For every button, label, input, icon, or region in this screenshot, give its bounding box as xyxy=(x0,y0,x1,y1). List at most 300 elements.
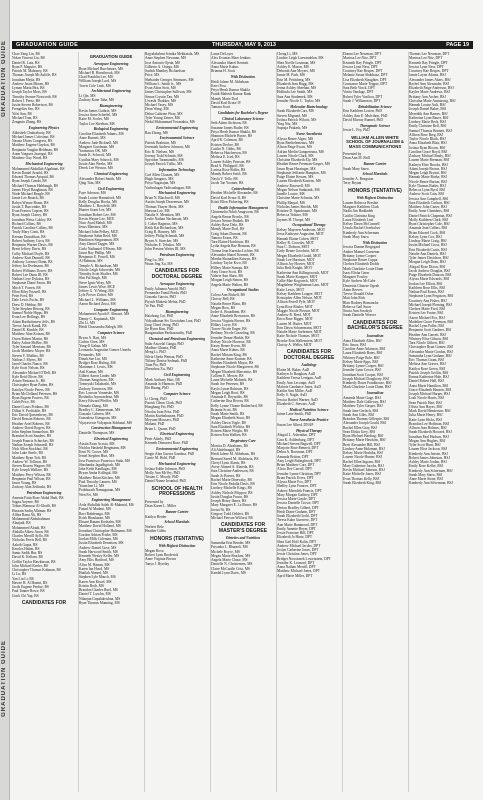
graduate-name: James Floyd Baughman, BS xyxy=(12,187,53,192)
graduate-name: Samir Sadik Hur, BS xyxy=(12,551,43,555)
page-spine xyxy=(0,0,10,800)
graduate-name: Christy A. Weller, MOT xyxy=(277,342,312,347)
graduate-name: Stephanie Jeffranie Hampton, MS xyxy=(277,170,326,175)
graduate-name: Sagau Aoyene, BS xyxy=(12,500,39,504)
graduate-name: Timothy Jerome Nosworth, BS xyxy=(12,94,57,99)
program-subheading: Mechanical Engineering xyxy=(158,191,196,196)
graduate-name: Sarah Ann Giles, BSJ xyxy=(343,412,375,417)
graduate-name: Jason Ray Phillip, MS xyxy=(79,250,112,255)
graduate-name: Bradley C. Zimmerman, MS xyxy=(79,407,121,412)
graduate-name: Stephanie Lynn Ferguson, BSJ xyxy=(409,294,454,299)
graduate-name: Jaime Lane Smith, PhD xyxy=(277,412,312,417)
graduate-name: Matthew Guy Wood, BS xyxy=(12,156,48,160)
graduate-name: Brian McClelland Petersen, BS xyxy=(12,391,58,396)
graduate-name: Supraja Prakash, MS xyxy=(277,126,308,131)
graduate-name: Cheryl Lynn Alanis, BS xyxy=(211,460,246,465)
graduate-name: Justin Douglas Fuson, BS xyxy=(211,494,249,499)
graduate-name: Fernandez Fumil Prada, PhD xyxy=(145,291,187,296)
graduate-name: Mahani, PhD xyxy=(145,422,165,427)
graduate-name: Brooke Erin Wallenstein, MOT xyxy=(277,338,323,343)
graduate-name: Aliya M. Hamm, MS xyxy=(79,562,110,567)
graduate-name: Joetui Ni, BS xyxy=(211,507,231,512)
graduate-name: Heidi Diane Graham, DPT xyxy=(277,509,316,514)
graduate-name: Alexander Robert Smith, MS xyxy=(79,176,122,181)
graduate-name: Jason Young, BS xyxy=(12,481,37,485)
graduate-name: Debra Cathrine Wray, MS xyxy=(145,111,183,116)
graduate-name: Nedal Mohammad Yovanahia, MS xyxy=(145,120,195,124)
graduate-name: Kenneth Demarest Rose, PhD xyxy=(145,441,189,446)
graduate-name: Terry Bryant xyxy=(343,181,362,186)
graduate-name: Ye Pan, PhD xyxy=(145,303,164,308)
graduate-name: Magdalene Wrightsman Lam, MOT xyxy=(277,283,329,288)
graduate-name: Austin Evan Acosta, MS xyxy=(79,441,115,446)
graduate-name: Katherine Lynn Bauer, BSJ xyxy=(409,115,449,120)
graduate-name: Debra A. Boesman, DPT xyxy=(277,450,313,455)
graduate-name: Haley Arline McBee, BS xyxy=(12,340,48,345)
graduate-name: David Benson Roberts, BS xyxy=(12,417,51,422)
graduate-name: Sarah Elizabeth Grohl, DPT xyxy=(277,514,318,519)
graduate-name: Vijayaverur Vidyapraz Siddanal, MS xyxy=(79,420,132,425)
graduate-name: Ashley Rose Delo, BS xyxy=(211,223,244,227)
graduate-name: Kelsey Mayreen Anderson, MOT xyxy=(277,228,326,232)
graduate-name: Kimberly Ann Scherman, BSJ xyxy=(409,468,453,473)
graduate-name: Alex Evontas Mare Jenkins xyxy=(211,56,251,61)
graduate-name: Zengmin Zhang, BS xyxy=(12,120,42,124)
section-heading: CANDIDATES FOR BACHELOR'S DEGREE xyxy=(347,319,403,332)
graduate-name: Kelsey Marie Hoshiba, BSJ xyxy=(343,451,383,456)
graduate-name: Brittany Marie Hawkins, BSJ xyxy=(343,438,386,443)
graduate-name: Abhishek Chakraborty, BS xyxy=(12,130,51,135)
graduate-name: Allison Ferrell Pyle, MOT xyxy=(277,300,316,305)
graduate-name: Michael Steven Bagwell, DPT xyxy=(277,441,321,446)
graduate-name: Samantha Lynn Graham, BSJ xyxy=(409,353,452,358)
program-subheading: Petroleum Engineering xyxy=(26,491,62,495)
graduate-name: Bridget Rose Huling, MS xyxy=(79,361,116,366)
graduate-name: Kelley R. Crowder, MOT xyxy=(277,240,314,245)
graduate-name: Jonathan Mejia, BS xyxy=(12,77,41,82)
graduate-name: Eric R. Nielsen, MS xyxy=(145,149,175,154)
page-number: PAGE 19 xyxy=(446,42,469,48)
graduate-name: Colera Ann Bickell, BS xyxy=(211,293,245,297)
graduate-name: Margaret Kathleen Clark xyxy=(343,205,379,210)
graduate-name: April Marie Miller, DPT xyxy=(277,573,313,578)
program-subheading: Journalism xyxy=(366,391,384,396)
section-heading: CANDIDATES FOR DOCTORAL DEGREE xyxy=(283,349,335,361)
graduate-name: Allison Jean Holmes, BSJ xyxy=(409,426,447,430)
graduate-name: Rajyalakshmi Srinika Mekkarala, MS xyxy=(145,52,200,56)
graduate-name: Tomoyuki Takahashi, MS xyxy=(79,382,117,387)
graduate-name: Hillary Loyer, BS xyxy=(211,322,237,327)
graduate-name: Carlo Nathaniel O'Hearn, MS xyxy=(79,246,122,251)
graduate-name: Alffea Rami Ali, BS xyxy=(12,512,42,517)
graduate-name: Stephanie Sahin Reid, MS xyxy=(79,233,117,238)
column-2 xyxy=(78,52,143,792)
graduate-name: Kevin Wayne Lee, MCE xyxy=(79,216,115,221)
graduate-name: Kristen Decker, BS xyxy=(211,142,239,147)
graduate-name: Michael B. Hornibrook, MS xyxy=(79,70,120,75)
program-subheading: Petroleum Engineering xyxy=(159,252,195,257)
graduate-name: David Murray Runnel, PhD xyxy=(343,117,383,122)
graduate-name: Katie Lewis, MOT xyxy=(277,287,305,292)
graduate-name: Jessie Francine Hill, DPT xyxy=(277,531,314,536)
graduate-name: Kelly Lynne Thome Rutherford, BS xyxy=(211,403,263,408)
graduate-name: Tristan C. Moody, PhD xyxy=(145,475,179,480)
graduate-name: Jessie Christina Jones, DPT xyxy=(277,552,317,557)
graduate-name: Frengelies Seo, BS xyxy=(12,107,40,112)
graduate-name: Constance Marie Teague, DPT xyxy=(343,81,388,86)
graduate-name: Andrew Daniel Gose, MS xyxy=(79,545,117,550)
graduate-name: Andrew Scott Cain, BSJ xyxy=(409,192,445,197)
graduate-name: Michael Vasey, MS xyxy=(145,103,173,107)
graduate-name: Anna Elizabeth Allen, BSJ xyxy=(343,338,382,343)
graduate-name: Salar Azizvlal Ganga, PhD xyxy=(145,341,184,346)
graduate-name: Arda Abdullah Saleh Al-Mahmid, MS xyxy=(79,503,134,508)
graduate-name: Hongbang Fei, PhD xyxy=(145,405,174,410)
graduate-name: Derek Lee Wesson, MS xyxy=(79,166,113,171)
graduate-name: Charles Merrill Ayllo, BS xyxy=(12,534,49,538)
graduate-name: Justin Steven Robertson, BS xyxy=(12,103,53,107)
graduate-name: Jennifer A. Bengston xyxy=(343,177,374,182)
graduate-name: Craig R. Ronney, MS xyxy=(145,230,177,234)
graduate-name: Lauren M. Rutter, MOT xyxy=(277,321,312,326)
graduate-name: Mark Charlotte Louie Dunn xyxy=(343,266,384,271)
graduate-name: Wade Michael Beagle, BS xyxy=(12,192,50,196)
graduate-name: Matthew Michael Jones, DPT xyxy=(277,569,320,574)
graduate-name: Heidi Jalene M. Abbehaus, BS xyxy=(211,452,256,457)
graduate-name: Emily Annette Heyer, DPT xyxy=(277,526,316,531)
graduate-name: Lauren Marie Brennan, BSJ xyxy=(409,158,450,163)
graduate-name: Gordon Adrian Frisbe, MS xyxy=(79,532,118,537)
graduate-name: Susan Lee Allred, DNAP xyxy=(277,422,314,427)
graduate-name: Yifei Sun, BS xyxy=(12,111,32,116)
program-subheading: Clinical Laboratory Science xyxy=(222,116,264,121)
graduate-name: Robert Lynn Broderick xyxy=(145,553,179,558)
graduate-name: Alexander Michael O'Dell, BS xyxy=(12,370,57,375)
graduate-name: Aaron Michael Fox, BSJ xyxy=(409,315,445,320)
graduate-name: Krish Bhaskaran, MS xyxy=(79,515,111,520)
graduate-name: Nicholas E. Tebaloo, MS xyxy=(145,242,182,247)
graduate-name: Chad Franklin Lee, MS xyxy=(79,75,113,80)
graduate-name: Qing Tian, MS xyxy=(79,180,101,185)
graduate-name: Susanne James Butler, BS xyxy=(211,125,249,130)
graduate-name: Daniel Robert Hall, BSJ xyxy=(409,379,444,384)
program-subheading: Bioengineering xyxy=(99,104,123,109)
program-subheading: With Highest Distinction xyxy=(356,196,394,201)
graduate-name: Katie Nichole Thomas, MOT xyxy=(277,334,320,339)
graduate-name: Sarah Lee Harrison, MOT xyxy=(277,257,315,262)
graduate-name: Sudish Manthry Richardson xyxy=(145,69,186,73)
graduate-name: Colleen E. Mercer, BS xyxy=(211,373,244,378)
graduate-name: Nicole Leigh Schroeder, MS xyxy=(79,267,121,272)
graduate-name: Piyush Mukesh Mehta, PhD xyxy=(145,299,186,304)
graduate-name: Drew D. Hebbar, BS xyxy=(12,302,42,307)
graduate-name: Jennifer Nicole C. Taylor, MS xyxy=(277,98,321,103)
graduate-name: Robert James Johnston, BSJ xyxy=(409,455,450,460)
graduate-name: Amy Leigh Bulingbrook, DPT xyxy=(277,458,322,463)
graduate-name: Kristen Erin Walken, BS xyxy=(211,433,247,438)
graduate-name: Sean Elisha Grey, BSJ xyxy=(343,429,376,434)
program-subheading: Electrical Engineering xyxy=(94,436,128,441)
graduate-name: Sarah Elizabeth King, BSJ xyxy=(343,480,382,485)
graduate-name: Steven Migrand, MS xyxy=(277,113,308,118)
graduate-name: Shannon Michele Byrne, BS xyxy=(211,134,253,138)
graduate-name: Li Cheng, PhD xyxy=(145,396,167,401)
graduate-name: Patrick M. Mahoney, BS xyxy=(12,69,48,73)
graduate-name: Jose Francisco Francisco Suda, MS xyxy=(79,458,131,463)
graduate-name: Ravi Rabdenaga, MS xyxy=(79,511,110,516)
graduate-name: Amenta Fatin Rose Abdul Hadi, BS xyxy=(12,495,64,500)
graduate-name: Joseph Patrick Tullio, MS xyxy=(145,162,183,167)
graduate-name: Brianna Scott, BS xyxy=(211,407,237,412)
graduate-name: Nicholas James Shields, MS xyxy=(277,204,318,209)
program-subheading: Medical Nutrition Science xyxy=(289,407,329,412)
graduate-name: Dean Ann M. Brill xyxy=(343,156,370,161)
graduate-name: Thomas Joseph McAuliffe, BS xyxy=(12,73,57,78)
graduate-name: Samuel Noble Hipps, BS xyxy=(12,311,49,315)
graduate-name: Brian N. Blackwell, MS xyxy=(145,196,180,200)
graduate-name: Anna Nathan Merrill, DPT xyxy=(277,565,316,570)
graduate-name: Ryan Michael Harding, BSJ xyxy=(343,434,384,439)
graduate-name: Prabhurath Namugunan, MS xyxy=(79,488,121,493)
graduate-name: Hollinda Lee Smith, MS xyxy=(277,90,313,95)
graduate-name: Kimberly Ann Jensen, BSJ xyxy=(409,451,448,456)
graduate-name: Hanifaron Singaraman, MS xyxy=(79,238,119,243)
graduate-name: Adam Joseph Brown, BSJ xyxy=(409,166,447,171)
graduate-name: Travis Cole Leak, MS xyxy=(79,83,111,88)
program-subheading: Engineering Management xyxy=(91,498,131,503)
graduate-name: Hawee H. Al Hazmi, BS xyxy=(12,580,48,585)
graduate-name: Kelly S. Nagle, AuD xyxy=(277,393,307,398)
graduate-name: Ran Zhong, MS xyxy=(145,130,169,135)
graduate-name: Thomas Sangchom, MS xyxy=(79,378,114,383)
graduate-name: Amy Daniel Tagger, MS xyxy=(79,242,115,247)
graduate-name: Brandon Charles Ruel, MS xyxy=(79,588,118,593)
graduate-name: Rebecca Lynn Byrd, BSJ xyxy=(409,188,446,192)
graduate-name: Kelsey Dawn McConnell xyxy=(343,222,380,227)
graduate-name: Bryan A. Bast, MS xyxy=(79,335,107,340)
graduate-name: Rebecca Gail Snow xyxy=(343,304,372,309)
graduate-name: Joslyn Catherine Jones, DPT xyxy=(277,548,319,553)
program-subheading: Information Technology xyxy=(158,168,196,172)
graduate-name: Simon Crystin Tan, MS xyxy=(145,94,180,99)
graduate-name: Claire McCardle Crist, MS xyxy=(211,566,250,571)
graduate-name: Katherine Anne Kramer, BS xyxy=(211,356,252,361)
graduate-name: Hannah Louise Ault, BSJ xyxy=(409,103,446,107)
graduate-name: Lydia Angela Rae Hesman, BS xyxy=(211,244,256,249)
graduate-name: Kelsey Nicole Hovasse, BS xyxy=(211,339,251,344)
graduate-name: Sean Patrick Hart, BSJ xyxy=(409,400,442,405)
graduate-name: Lynn Rose Ritzler, MOT xyxy=(277,304,313,309)
graduate-name: Tyler Samuel Merriam, BS xyxy=(12,345,51,349)
graduate-name: Evan Francis Capron, BS xyxy=(12,209,49,213)
graduate-name: Andrew R. Reed, MOT xyxy=(277,313,311,317)
graduate-name: Alexander James Akers, BSJ xyxy=(409,77,451,82)
graduate-name: Aram Vazguez Jaureguí, BS xyxy=(12,151,53,156)
graduate-name: Jennifer Lynne Christian, DPT xyxy=(277,471,322,476)
graduate-name: Ryan Joseph Clancy, BS xyxy=(12,213,48,218)
graduate-name: Hillery Marie Stamps, BS xyxy=(211,265,249,270)
graduate-name: Allison Rose Berg, BSJ xyxy=(409,132,444,137)
graduate-name: Ryan Joseph Cambi, BS xyxy=(12,179,47,184)
graduate-name: Marjorie Rose Bennett, DPT xyxy=(277,446,319,451)
graduate-name: Jesus Martinez, MS xyxy=(79,225,108,230)
graduate-name: Justin T. Burcombe, BS xyxy=(12,204,47,209)
graduate-name: Lindsey Michelle Kings, BS xyxy=(211,486,252,491)
graduate-name: Sarah Mary Snow, BSJ xyxy=(409,472,443,477)
graduate-name: Amanda Marie Gage, BSJ xyxy=(343,395,381,400)
graduate-name: Amanda Jean Collins, BSJ xyxy=(409,226,448,231)
graduate-name: Kevin Michael Johnson, BSJ xyxy=(343,468,385,473)
graduate-name: Tobias Mansour Al-Ghafli, BS xyxy=(12,504,57,509)
graduate-name: Sara C. Dobson, MOT xyxy=(277,245,310,249)
graduate-name: Brandon Thomas Gillespie, BSJ xyxy=(343,417,390,422)
graduate-name: Jeffrey G. Yi Wang, MS xyxy=(79,289,114,294)
graduate-name: Marissa Lee Nitz, DPT xyxy=(409,56,443,61)
graduate-name: Christopher Thomas Kuhman, BS xyxy=(12,568,61,572)
graduate-name: Matthew David Holland, MS xyxy=(79,524,121,529)
graduate-name: Ying Niu, MS xyxy=(277,122,298,126)
graduate-name: Wuan Jing Xu, MS xyxy=(145,261,173,266)
graduate-name: Anna Elizabeth Blair, BSJ xyxy=(409,141,447,146)
graduate-name: Lauren Elise Jackson, BSJ xyxy=(409,447,448,452)
graduate-name: Adrian Merlin Gampertsma, MS xyxy=(277,149,324,154)
graduate-name: Melissa Ann Graves, BSJ xyxy=(409,362,446,367)
graduate-name: Kimberly Ann Scherman xyxy=(343,230,379,235)
graduate-name: Tara Nicole Gilbert, BSJ xyxy=(409,341,445,345)
graduate-name: Carly Renee Goodwin, MOT xyxy=(277,249,319,254)
graduate-name: Abigail Rose Dixon, BSJ xyxy=(409,264,446,269)
graduate-name: Kenneth Ray Pringle, DPT xyxy=(409,60,448,65)
graduate-name: Gonzalo Garcia, PhD xyxy=(145,295,176,300)
graduate-name: Steven V. Mullins, BS xyxy=(12,353,44,358)
graduate-name: Margaret Goodman, MS xyxy=(79,144,115,149)
graduate-name: Justin Elizabeth Dennison, MS xyxy=(79,541,124,546)
graduate-name: Leah Nicole Harris, BSJ xyxy=(409,396,445,401)
graduate-name: Martha Shonaditen Kristyn, BS xyxy=(211,257,257,261)
graduate-name: Emily Christine Bell, BSJ xyxy=(409,124,447,129)
graduate-name: Jessica Anne Scheffel, MS xyxy=(79,113,118,118)
graduate-name: Laura Elizabeth Leaf xyxy=(343,217,374,222)
graduate-name: Shawna Lee, MS xyxy=(145,208,170,213)
graduate-name: Ann Marie Hammond, DPT xyxy=(277,522,318,527)
graduate-name: Kristin Roth, MS xyxy=(79,583,104,588)
graduate-name: Matthew Alan Kotzan, BS xyxy=(12,332,50,337)
graduate-name: Marianne J. Lewis, MS xyxy=(79,365,113,370)
graduate-name: Alexander Joseph Gould, BSJ xyxy=(343,421,387,426)
graduate-name: Li Lu, BS xyxy=(12,572,27,577)
graduate-name: Robert Lee Dunn III, BS xyxy=(12,272,48,277)
graduate-name: Alyssa Renee Algeo, MS xyxy=(277,136,314,141)
graduate-name: Mark David Henderson, BSJ xyxy=(409,409,451,413)
graduate-name: Abigail L. Ashendun, DPT xyxy=(277,433,316,438)
graduate-name: Karen Ian Hood, MS xyxy=(79,566,110,571)
graduate-name: Avery Ahmed A. Almeda, BS xyxy=(211,465,254,469)
graduate-name: Rebecca Tishner, MS xyxy=(277,213,308,218)
graduate-name: Bridget Nowotarek Lowenstein, DPT xyxy=(277,556,331,561)
graduate-name: Jacob Tae Yoomer, BS xyxy=(211,180,244,185)
spine-label-bottom: GRADUATION GUIDE xyxy=(1,640,7,717)
graduate-name: John Michael Keeler, BS xyxy=(12,563,48,568)
program-subheading: Civil Engineering xyxy=(97,186,125,191)
graduate-name: Ellen Riley Frizzell, BS xyxy=(12,289,47,294)
graduate-name: Grace Elizabeth Hansen, BSJ xyxy=(409,387,452,392)
graduate-name: Ping Lu, MS xyxy=(145,257,164,262)
graduate-name: Sarah Joe Petersen, BS xyxy=(211,382,245,387)
graduate-name: Mohammed Abdullah Algahtani, BS xyxy=(12,166,65,171)
graduate-name: Mark Anthony Hurt, DE xyxy=(145,377,181,382)
graduate-name: Daniel Louis Pridaux, BS xyxy=(12,404,49,409)
graduate-name: Gonzalo Cabrera, MS xyxy=(79,412,111,417)
graduate-name: Jodee A. Broadbent, BS xyxy=(211,310,246,314)
graduate-name: Anne Marie Stone, BSJ xyxy=(409,477,443,481)
graduate-name: Whitney Elise Gibson, BSJ xyxy=(409,336,449,341)
graduate-name: Patrick Brabston, MS xyxy=(145,141,177,145)
graduate-name: Nolan Vincent Liu, BS xyxy=(12,56,45,61)
graduate-name: Ranganathan Parthasarathy, PhD xyxy=(145,331,193,336)
graduate-name: Nichlos Hashehl Bergmann, MS xyxy=(79,445,126,450)
graduate-name: Emma Katherine Hale, BSJ xyxy=(409,375,449,379)
graduate-name: Richard Collins, BS xyxy=(12,221,41,226)
graduate-name: Jessica Ann Campbell, BSJ xyxy=(409,196,449,201)
graduate-name: Al Rahman, MS xyxy=(79,259,103,264)
graduate-name: Steve Ignio Wray, MS xyxy=(79,280,111,285)
graduate-name: Kaitlyn Rose Green, BSJ xyxy=(409,366,446,371)
graduate-name: David K. Kellam, BS xyxy=(12,555,43,560)
graduate-name: Ryan P. Maguire, BS xyxy=(12,64,43,69)
graduate-name: Christine Marie Schmitz, MS xyxy=(277,196,320,201)
graduate-name: Kelsey Marie Epps, BSJ xyxy=(343,359,379,364)
graduate-name: Gregory Todd Oehlert, BS xyxy=(211,511,250,516)
graduate-name: Joseph Michael Dougherty, BSJ xyxy=(343,376,390,381)
spine-label-top: GRADUATION GUIDE xyxy=(1,40,7,117)
program-subheading: Therapeutic Science xyxy=(359,123,391,128)
graduate-name: Jose Antonio Ojeda, MS xyxy=(145,60,181,65)
program-subheading: Architectural Engineering xyxy=(91,89,131,94)
graduate-name: Sarah Marie Smith, BS xyxy=(211,412,245,416)
graduate-name: Molly Ann McVey, PhD xyxy=(145,470,180,475)
graduate-name: Jacob Andrew Douglas, BSJ xyxy=(409,268,450,273)
columns-container xyxy=(12,52,474,792)
graduate-name: Jeffrey Philip Schmidt, MS xyxy=(145,234,185,239)
graduate-name: Jonathon Weiss Cokley, BS xyxy=(12,217,52,222)
graduate-name: Thomas Thayer Hertz, MS xyxy=(145,204,184,209)
graduate-name: Paige Elizabeth Duncan, BSJ xyxy=(409,273,452,277)
graduate-name: Chinemelia Nduli Anugwom, BS xyxy=(211,210,259,215)
graduate-name: Kenneth Wesley Keller, MS xyxy=(79,554,120,559)
graduate-name: Stephen Lyle Mauch, MS xyxy=(79,575,116,580)
graduate-name: Yung-Il Gahan, MS xyxy=(79,344,108,349)
graduate-name: Lindsay Taylor Kwo, BS xyxy=(211,261,247,266)
graduate-name: Robert Williams Dower, BS xyxy=(12,268,53,273)
graduate-name: Hugh Anagnos, MS xyxy=(145,177,174,181)
graduate-name: Jessica Nerine Budiek, BS xyxy=(211,218,250,223)
graduate-name: Temple A. Richardson, MS xyxy=(79,263,119,268)
graduate-name: Caitlin Christina King xyxy=(343,213,375,218)
graduate-name: Stephanie Renee Coppa xyxy=(343,258,378,263)
graduate-name: Adam Bartholomew Jeffs, BS xyxy=(12,319,56,324)
graduate-name: Michael Pierson Wilford, BS xyxy=(211,516,253,520)
graduate-name: Katherine Ann Killingsworth, MOT xyxy=(277,270,329,275)
graduate-name: Jessica Virginia Brown, BS xyxy=(211,318,251,323)
graduate-name: Amanda Jo Harmon, PhD xyxy=(145,382,183,387)
graduate-name: Benjamin Warner Davis, BS xyxy=(12,243,53,247)
graduate-name: Shea Gail Hoff Kalin, DPT xyxy=(277,539,317,544)
graduate-name: Jie Hyun Kim, PhD xyxy=(145,327,174,332)
graduate-name: Cheng Li, MS xyxy=(277,52,298,56)
graduate-name: Heidi Jalene M. Abbehaus xyxy=(211,79,249,84)
graduate-name: Daniel Patrick Chapman, BSJ xyxy=(409,213,452,218)
graduate-name: Matthew Ryan Toft, BS xyxy=(12,455,47,460)
